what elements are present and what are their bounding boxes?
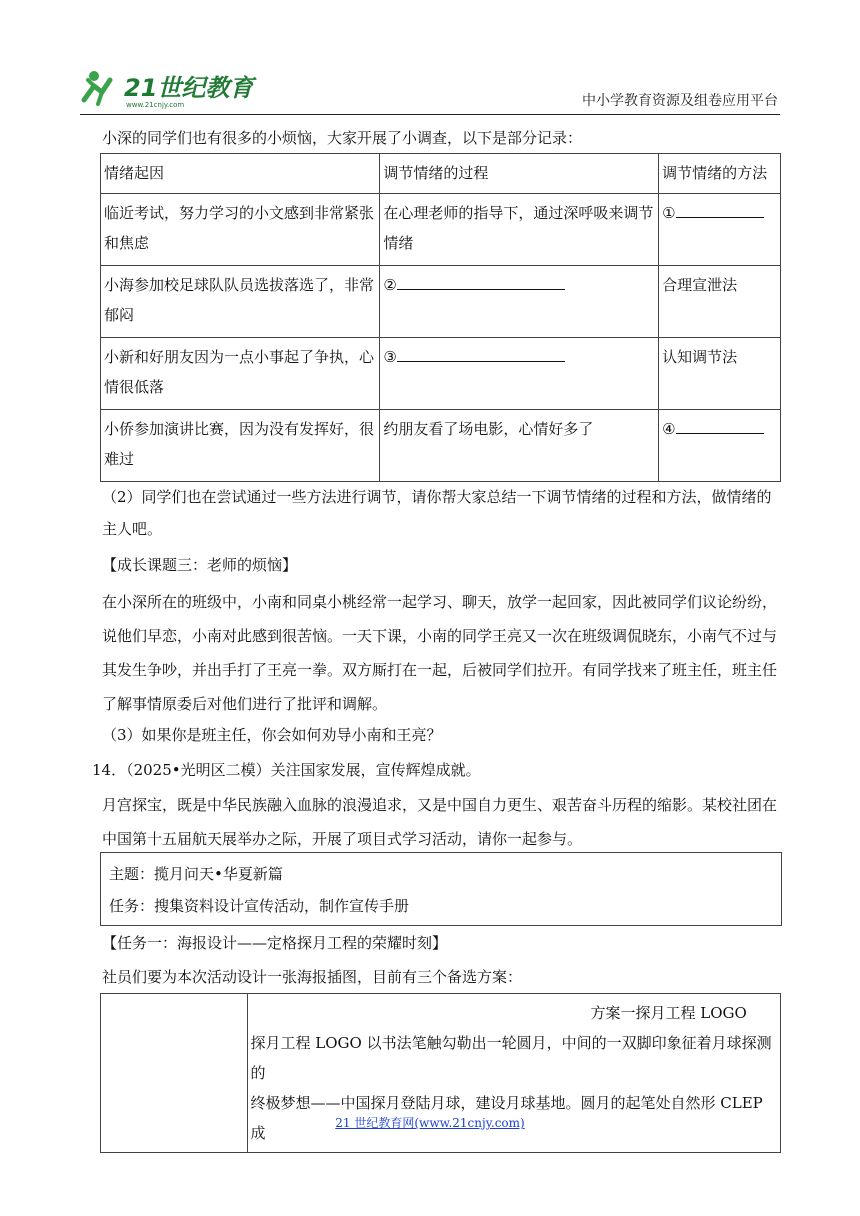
table-header-row [101, 154, 781, 194]
survey-intro: 小深的同学们也有很多的小烦恼，大家开展了小调查，以下是部分记录： [102, 129, 583, 147]
question-14: 14．（2025•光明区二模）关注国家发展，宣传辉煌成就。 [92, 761, 481, 779]
cause-cell: 小侨参加演讲比赛，因为没有发挥好，很 难过 [101, 410, 380, 482]
cause-cell: 临近考试，努力学习的小文感到非常紧张 和焦虑 [101, 194, 380, 266]
answer-blank[interactable] [397, 343, 565, 362]
theme-box [100, 852, 782, 926]
topic-3-heading: 【成长课题三：老师的烦恼】 [102, 556, 298, 574]
poster-intro: 社员们要为本次活动设计一张海报插图，目前有三个备选方案： [102, 968, 523, 986]
table-row [101, 194, 781, 266]
task-1-heading: 【任务一：海报设计——定格探月工程的荣耀时刻】 [102, 934, 448, 952]
21cnjy-logo [80, 66, 280, 110]
plan-text-cell: 方案一探月工程 LOGO 探月工程 LOGO 以书法笔触勾勒出一轮圆月，中间的一双脚印象征着月球探测的 终极梦想——中国探月登陆月球，建设月球基地。圆月的起笔处自然形 CLEP 成 [247, 994, 781, 1153]
svg-text:21世纪教育: 21世纪教育 [124, 74, 254, 102]
story-paragraph: 在小深所在的班级中，小南和同桌小桃经常一起学习、聊天，放学一起回家，因此被同学们议论纷纷， 说他们早恋，小南对此感到很苦恼。一天下课，小南的同学王亮又一次在班级调侃晓东，小南气不过与 其发生争吵，并出手打了王亮一拳。双方厮打在一起，后被同学们拉开。有同学找来了班主任，班主任 了解事情原委后对他们进行了批评和调解。 [102, 593, 778, 713]
table-row [101, 338, 781, 410]
cause-cell: 小新和好朋友因为一点小事起了争执，心 情很低落 [101, 338, 380, 410]
method-cell: 认知调节法 [659, 338, 781, 410]
footer [0, 1114, 860, 1131]
table-row [101, 266, 781, 338]
plan-title: 方案一探月工程 LOGO [590, 1004, 747, 1022]
header-cause: 情绪起因 [101, 154, 380, 194]
answer-blank[interactable] [397, 271, 565, 290]
theme-text: 主题：揽月问天•华夏新篇 [109, 865, 283, 883]
emotion-table [100, 153, 781, 482]
method-cell: ④ [659, 410, 781, 482]
header-method: 调节情绪的方法 [659, 154, 781, 194]
process-cell: ② [380, 266, 659, 338]
header-process: 调节情绪的过程 [380, 154, 659, 194]
process-cell: 约朋友看了场电影，心情好多了 [380, 410, 659, 482]
question-3: （3）如果你是班主任，你会如何劝导小南和王亮？ [102, 726, 442, 744]
platform-title: 中小学教育资源及组卷应用平台 [582, 93, 778, 109]
answer-blank[interactable] [676, 415, 764, 434]
question-2: （2）同学们也在尝试通过一些方法进行调节，请你帮大家总结一下调节情绪的过程和方法，做情绪的 主人吧。 [102, 488, 772, 538]
method-cell: ① [659, 194, 781, 266]
method-cell: 合理宣泄法 [659, 266, 781, 338]
process-cell: ③ [380, 338, 659, 410]
task-text: 任务：搜集资料设计宣传活动，制作宣传手册 [109, 897, 410, 915]
table-row [101, 410, 781, 482]
page-header [80, 62, 780, 115]
moon-intro-paragraph: 月宫探宝，既是中华民族融入血脉的浪漫追求，又是中国自力更生、艰苦奋斗历程的缩影。某校社团在 中国第十五届航天展举办之际，开展了项目式学习活动，请你一起参与。 [102, 796, 778, 848]
process-cell: 在心理老师的指导下，通过深呼吸来调节 情绪 [380, 194, 659, 266]
svg-text:www.21cnjy.com: www.21cnjy.com [126, 101, 185, 109]
footer-link[interactable]: 21 世纪教育网(www.21cnjy.com) [335, 1116, 525, 1130]
answer-blank[interactable] [676, 199, 764, 218]
cause-cell: 小海参加校足球队队员选拔落选了，非常 郁闷 [101, 266, 380, 338]
